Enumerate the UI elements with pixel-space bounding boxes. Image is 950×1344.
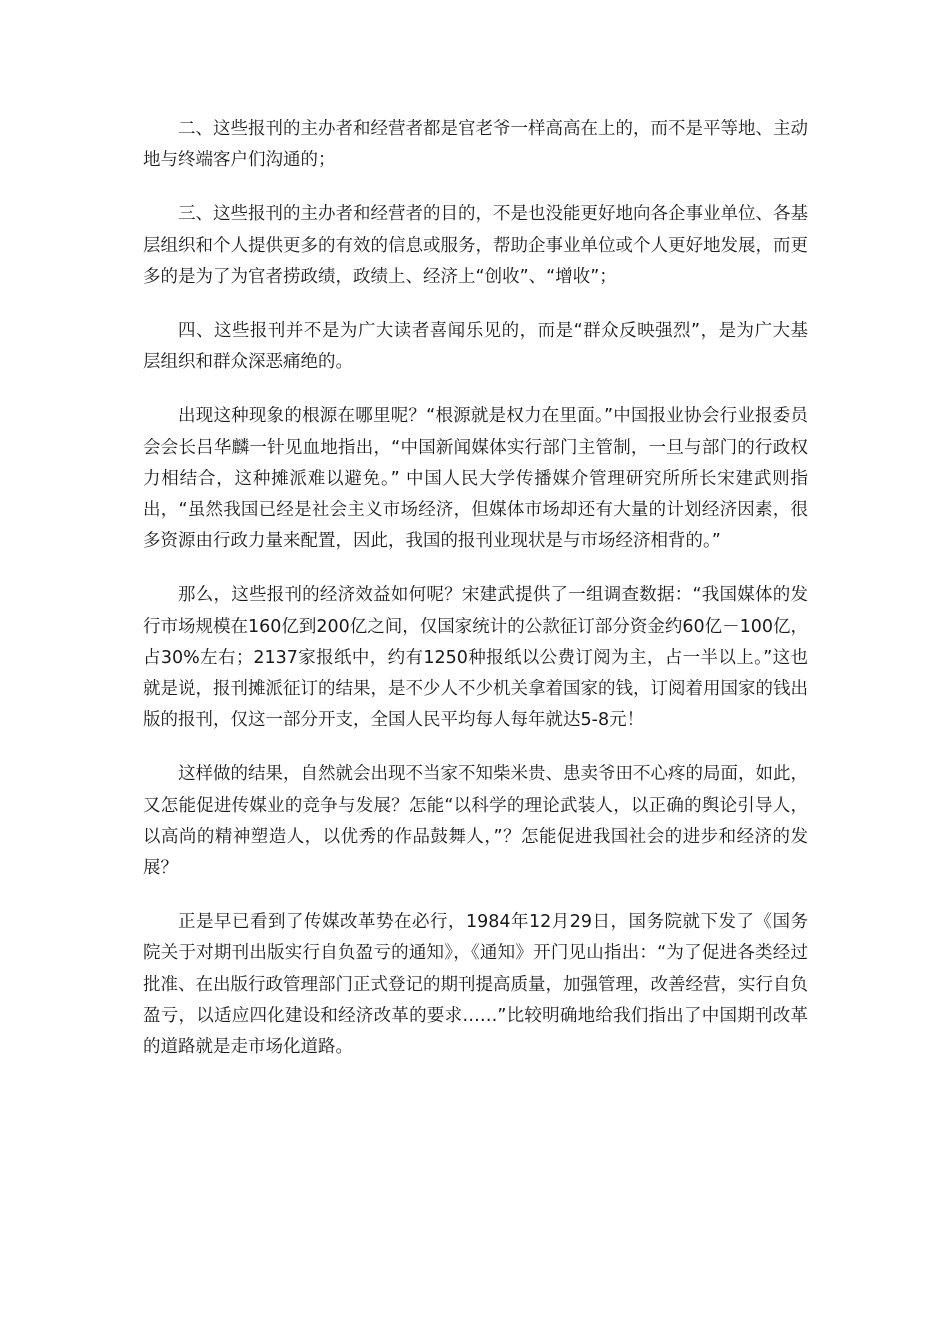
paragraph-economic-benefit: 那么，这些报刊的经济效益如何呢？宋建武提供了一组调查数据：“我国媒体的发行市场规模在160亿到200亿之间，仅国家统计的公款征订部分资金约60亿－100亿，占30%左右；2137家报纸中，约有1250种报纸以公费订阅为主，占一半以上。”这也就是说，报刊摊派征订的结果，是不少人不少机关拿着国家的钱，订阅着用国家的钱出版的报刊，仅这一部分开支，全国人民平均每人每年就达5-8元！ xyxy=(143,585,808,731)
paragraph-4: 四、这些报刊并不是为广大读者喜闻乐见的，而是“群众反映强烈”，是为广大基层组织和群众深恶痛绝的。 xyxy=(143,321,808,373)
paragraph-consequence: 这样做的结果，自然就会出现不当家不知柴米贵、患卖爷田不心疼的局面，如此，又怎能促进传媒业的竞争与发展？怎能“以科学的理论武装人，以正确的舆论引导人，以高尚的精神塑造人，以优秀的作品鼓舞人，”？怎能促进我国社会的进步和经济的发展？ xyxy=(143,764,808,879)
paragraph-state-council-notice: 正是早已看到了传媒改革势在必行，1984年12月29日，国务院就下发了《国务院关于对期刊出版实行自负盈亏的通知》，《通知》开门见山指出：“为了促进各类经过批准、在出版行政管理部门正式登记的期刊提高质量，加强管理，改善经营，实行自负盈亏，以适应四化建设和经济改革的要求……”比较明确地给我们指出了中国期刊改革的道路就是走市场化道路。 xyxy=(143,912,808,1058)
document-body xyxy=(143,114,808,1086)
paragraph-root-cause: 出现这种现象的根源在哪里呢？“根源就是权力在里面。”中国报业协会行业报委员会会长吕华麟一针见血地指出，“中国新闻媒体实行部门主管制，一旦与部门的行政权力相结合，这种摊派难以避免。” 中国人民大学传播媒介管理研究所所长宋建武则指出，“虽然我国已经是社会主义市场经济，但媒体市场却还有大量的计划经济因素，很多资源由行政力量来配置，因此，我国的报刊业现状是与市场经济相背的。” xyxy=(143,406,808,552)
paragraph-2: 二、这些报刊的主办者和经营者都是官老爷一样高高在上的，而不是平等地、主动地与终端客户们沟通的； xyxy=(143,119,808,171)
paragraph-3: 三、这些报刊的主办者和经营者的目的，不是也没能更好地向各企事业单位、各基层组织和个人提供更多的有效的信息或服务，帮助企事业单位或个人更好地发展，而更多的是为了为官者捞政绩，政绩上、经济上“创收”、“增收”； xyxy=(143,204,808,287)
